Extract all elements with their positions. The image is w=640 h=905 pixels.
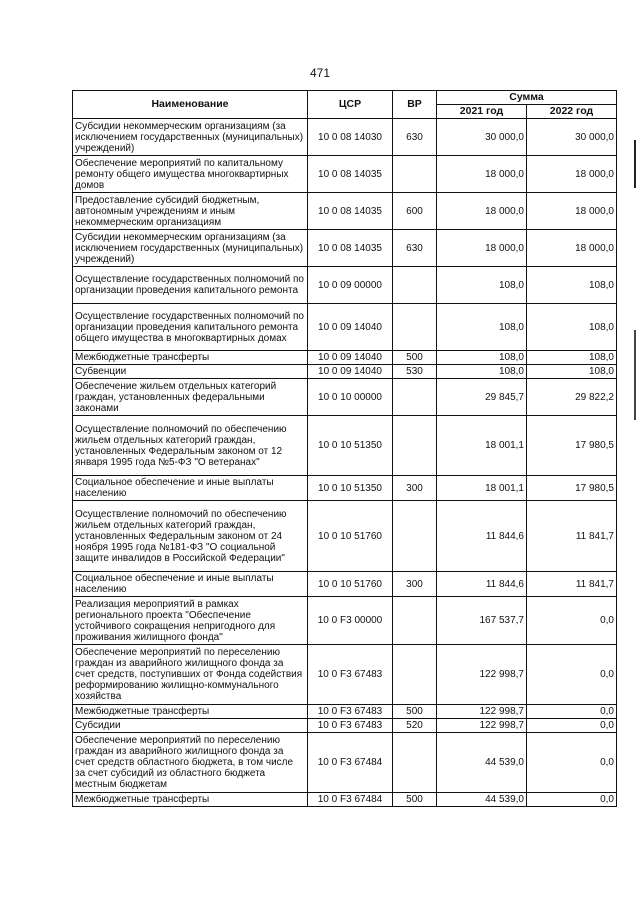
header-2021: 2021 год — [437, 105, 527, 119]
table-row — [73, 719, 617, 733]
row-2021: 44 539,0 — [437, 733, 527, 793]
row-name: Субвенции — [73, 365, 308, 379]
row-csr: 10 0 F3 67484 — [308, 733, 393, 793]
row-2022: 0,0 — [527, 705, 617, 719]
header-2022: 2022 год — [527, 105, 617, 119]
row-2021: 11 844,6 — [437, 572, 527, 597]
row-vr: 500 — [393, 351, 437, 365]
table-row — [73, 267, 617, 304]
row-2021: 18 000,0 — [437, 230, 527, 267]
row-csr: 10 0 F3 67484 — [308, 793, 393, 807]
row-2022: 0,0 — [527, 597, 617, 645]
row-vr — [393, 156, 437, 193]
row-name: Предоставление субсидий бюджетным, автономным учреждениям и иным некоммерческим организациям — [73, 193, 308, 230]
row-csr: 10 0 08 14035 — [308, 230, 393, 267]
row-vr: 630 — [393, 230, 437, 267]
table-row — [73, 645, 617, 705]
row-vr — [393, 267, 437, 304]
row-vr: 530 — [393, 365, 437, 379]
row-2021: 30 000,0 — [437, 119, 527, 156]
row-csr: 10 0 F3 00000 — [308, 597, 393, 645]
row-2022: 18 000,0 — [527, 230, 617, 267]
row-name: Межбюджетные трансферты — [73, 351, 308, 365]
row-vr — [393, 597, 437, 645]
row-2022: 0,0 — [527, 719, 617, 733]
header-vr: ВР — [393, 91, 437, 119]
row-2022: 108,0 — [527, 365, 617, 379]
row-name: Осуществление государственных полномочий по организации проведения капитального ремонта — [73, 267, 308, 304]
table-row — [73, 705, 617, 719]
row-2022: 0,0 — [527, 793, 617, 807]
row-2021: 108,0 — [437, 267, 527, 304]
table-row — [73, 193, 617, 230]
row-2022: 0,0 — [527, 645, 617, 705]
row-name: Обеспечение мероприятий по капитальному ремонту общего имущества многоквартирных домов — [73, 156, 308, 193]
row-2021: 108,0 — [437, 365, 527, 379]
table-row — [73, 476, 617, 501]
scan-edge-mark — [634, 140, 636, 188]
row-csr: 10 0 09 14040 — [308, 304, 393, 351]
row-name: Осуществление полномочий по обеспечению жильем отдельных категорий граждан, установленных Федеральным законом от 12 января 1995 года №5-ФЗ "О ветеранах" — [73, 416, 308, 476]
header-csr: ЦСР — [308, 91, 393, 119]
table-row — [73, 416, 617, 476]
row-name: Межбюджетные трансферты — [73, 705, 308, 719]
row-vr: 300 — [393, 476, 437, 501]
scan-edge-mark — [634, 330, 636, 420]
row-csr: 10 0 08 14035 — [308, 193, 393, 230]
row-csr: 10 0 10 51760 — [308, 572, 393, 597]
row-2021: 108,0 — [437, 304, 527, 351]
header-sum: Сумма — [437, 91, 617, 105]
row-2021: 122 998,7 — [437, 719, 527, 733]
row-vr: 600 — [393, 193, 437, 230]
row-csr: 10 0 09 14040 — [308, 365, 393, 379]
row-2022: 18 000,0 — [527, 156, 617, 193]
table-row — [73, 304, 617, 351]
row-2022: 0,0 — [527, 733, 617, 793]
row-vr — [393, 501, 437, 572]
row-vr: 630 — [393, 119, 437, 156]
row-vr — [393, 645, 437, 705]
row-2022: 17 980,5 — [527, 476, 617, 501]
row-vr: 500 — [393, 705, 437, 719]
row-name: Осуществление полномочий по обеспечению жильем отдельных категорий граждан, установленных Федеральным законом от 24 ноября 1995 года №181-ФЗ "О социальной защите инвалидов в Российской Федерации" — [73, 501, 308, 572]
page-number: 471 — [309, 66, 331, 80]
row-name: Осуществление государственных полномочий по организации проведения капитального ремонта общего имущества в многоквартирных домах — [73, 304, 308, 351]
row-name: Субсидии некоммерческим организациям (за исключением государственных (муниципальных) учреждений) — [73, 119, 308, 156]
table-row — [73, 597, 617, 645]
table-row — [73, 501, 617, 572]
table-row — [73, 733, 617, 793]
row-vr — [393, 304, 437, 351]
row-vr: 500 — [393, 793, 437, 807]
table-row — [73, 156, 617, 193]
row-2021: 18 000,0 — [437, 156, 527, 193]
table-row — [73, 793, 617, 807]
row-2022: 18 000,0 — [527, 193, 617, 230]
row-csr: 10 0 F3 67483 — [308, 645, 393, 705]
row-name: Социальное обеспечение и иные выплаты населению — [73, 476, 308, 501]
row-2021: 167 537,7 — [437, 597, 527, 645]
row-csr: 10 0 F3 67483 — [308, 705, 393, 719]
row-name: Субсидии некоммерческим организациям (за исключением государственных (муниципальных) учреждений) — [73, 230, 308, 267]
row-vr — [393, 416, 437, 476]
row-csr: 10 0 10 51350 — [308, 476, 393, 501]
row-2022: 30 000,0 — [527, 119, 617, 156]
row-name: Социальное обеспечение и иные выплаты населению — [73, 572, 308, 597]
row-csr: 10 0 08 14035 — [308, 156, 393, 193]
row-2021: 44 539,0 — [437, 793, 527, 807]
row-2021: 122 998,7 — [437, 645, 527, 705]
row-name: Обеспечение мероприятий по переселению граждан из аварийного жилищного фонда за счет средств, поступивших от Фонда содействия реформированию жилищно-коммунального хозяйства — [73, 645, 308, 705]
row-vr — [393, 379, 437, 416]
row-2021: 29 845,7 — [437, 379, 527, 416]
row-csr: 10 0 10 51760 — [308, 501, 393, 572]
row-csr: 10 0 09 00000 — [308, 267, 393, 304]
header-name: Наименование — [73, 91, 308, 119]
row-2022: 108,0 — [527, 304, 617, 351]
table-row — [73, 365, 617, 379]
row-csr: 10 0 10 51350 — [308, 416, 393, 476]
row-2021: 11 844,6 — [437, 501, 527, 572]
row-2022: 11 841,7 — [527, 501, 617, 572]
row-vr: 300 — [393, 572, 437, 597]
table-row — [73, 119, 617, 156]
budget-table — [72, 90, 617, 807]
row-2022: 108,0 — [527, 351, 617, 365]
row-name: Обеспечение жильем отдельных категорий граждан, установленных федеральными законами — [73, 379, 308, 416]
table-row — [73, 379, 617, 416]
row-name: Межбюджетные трансферты — [73, 793, 308, 807]
row-vr: 520 — [393, 719, 437, 733]
row-2021: 18 000,0 — [437, 193, 527, 230]
row-vr — [393, 733, 437, 793]
row-2021: 18 001,1 — [437, 476, 527, 501]
row-name: Обеспечение мероприятий по переселению граждан из аварийного жилищного фонда за счет средств областного бюджета, в том числе за счет субсидий из областного бюджета местным бюджетам — [73, 733, 308, 793]
row-name: Реализация мероприятий в рамках регионального проекта "Обеспечение устойчивого сокращения непригодного для проживания жилищного фонда" — [73, 597, 308, 645]
row-csr: 10 0 08 14030 — [308, 119, 393, 156]
row-2022: 17 980,5 — [527, 416, 617, 476]
row-2022: 108,0 — [527, 267, 617, 304]
row-name: Субсидии — [73, 719, 308, 733]
row-2021: 108,0 — [437, 351, 527, 365]
row-csr: 10 0 09 14040 — [308, 351, 393, 365]
row-2021: 122 998,7 — [437, 705, 527, 719]
row-csr: 10 0 F3 67483 — [308, 719, 393, 733]
table-row — [73, 572, 617, 597]
row-2022: 29 822,2 — [527, 379, 617, 416]
table-row — [73, 351, 617, 365]
table-row — [73, 230, 617, 267]
row-2021: 18 001,1 — [437, 416, 527, 476]
row-2022: 11 841,7 — [527, 572, 617, 597]
row-csr: 10 0 10 00000 — [308, 379, 393, 416]
